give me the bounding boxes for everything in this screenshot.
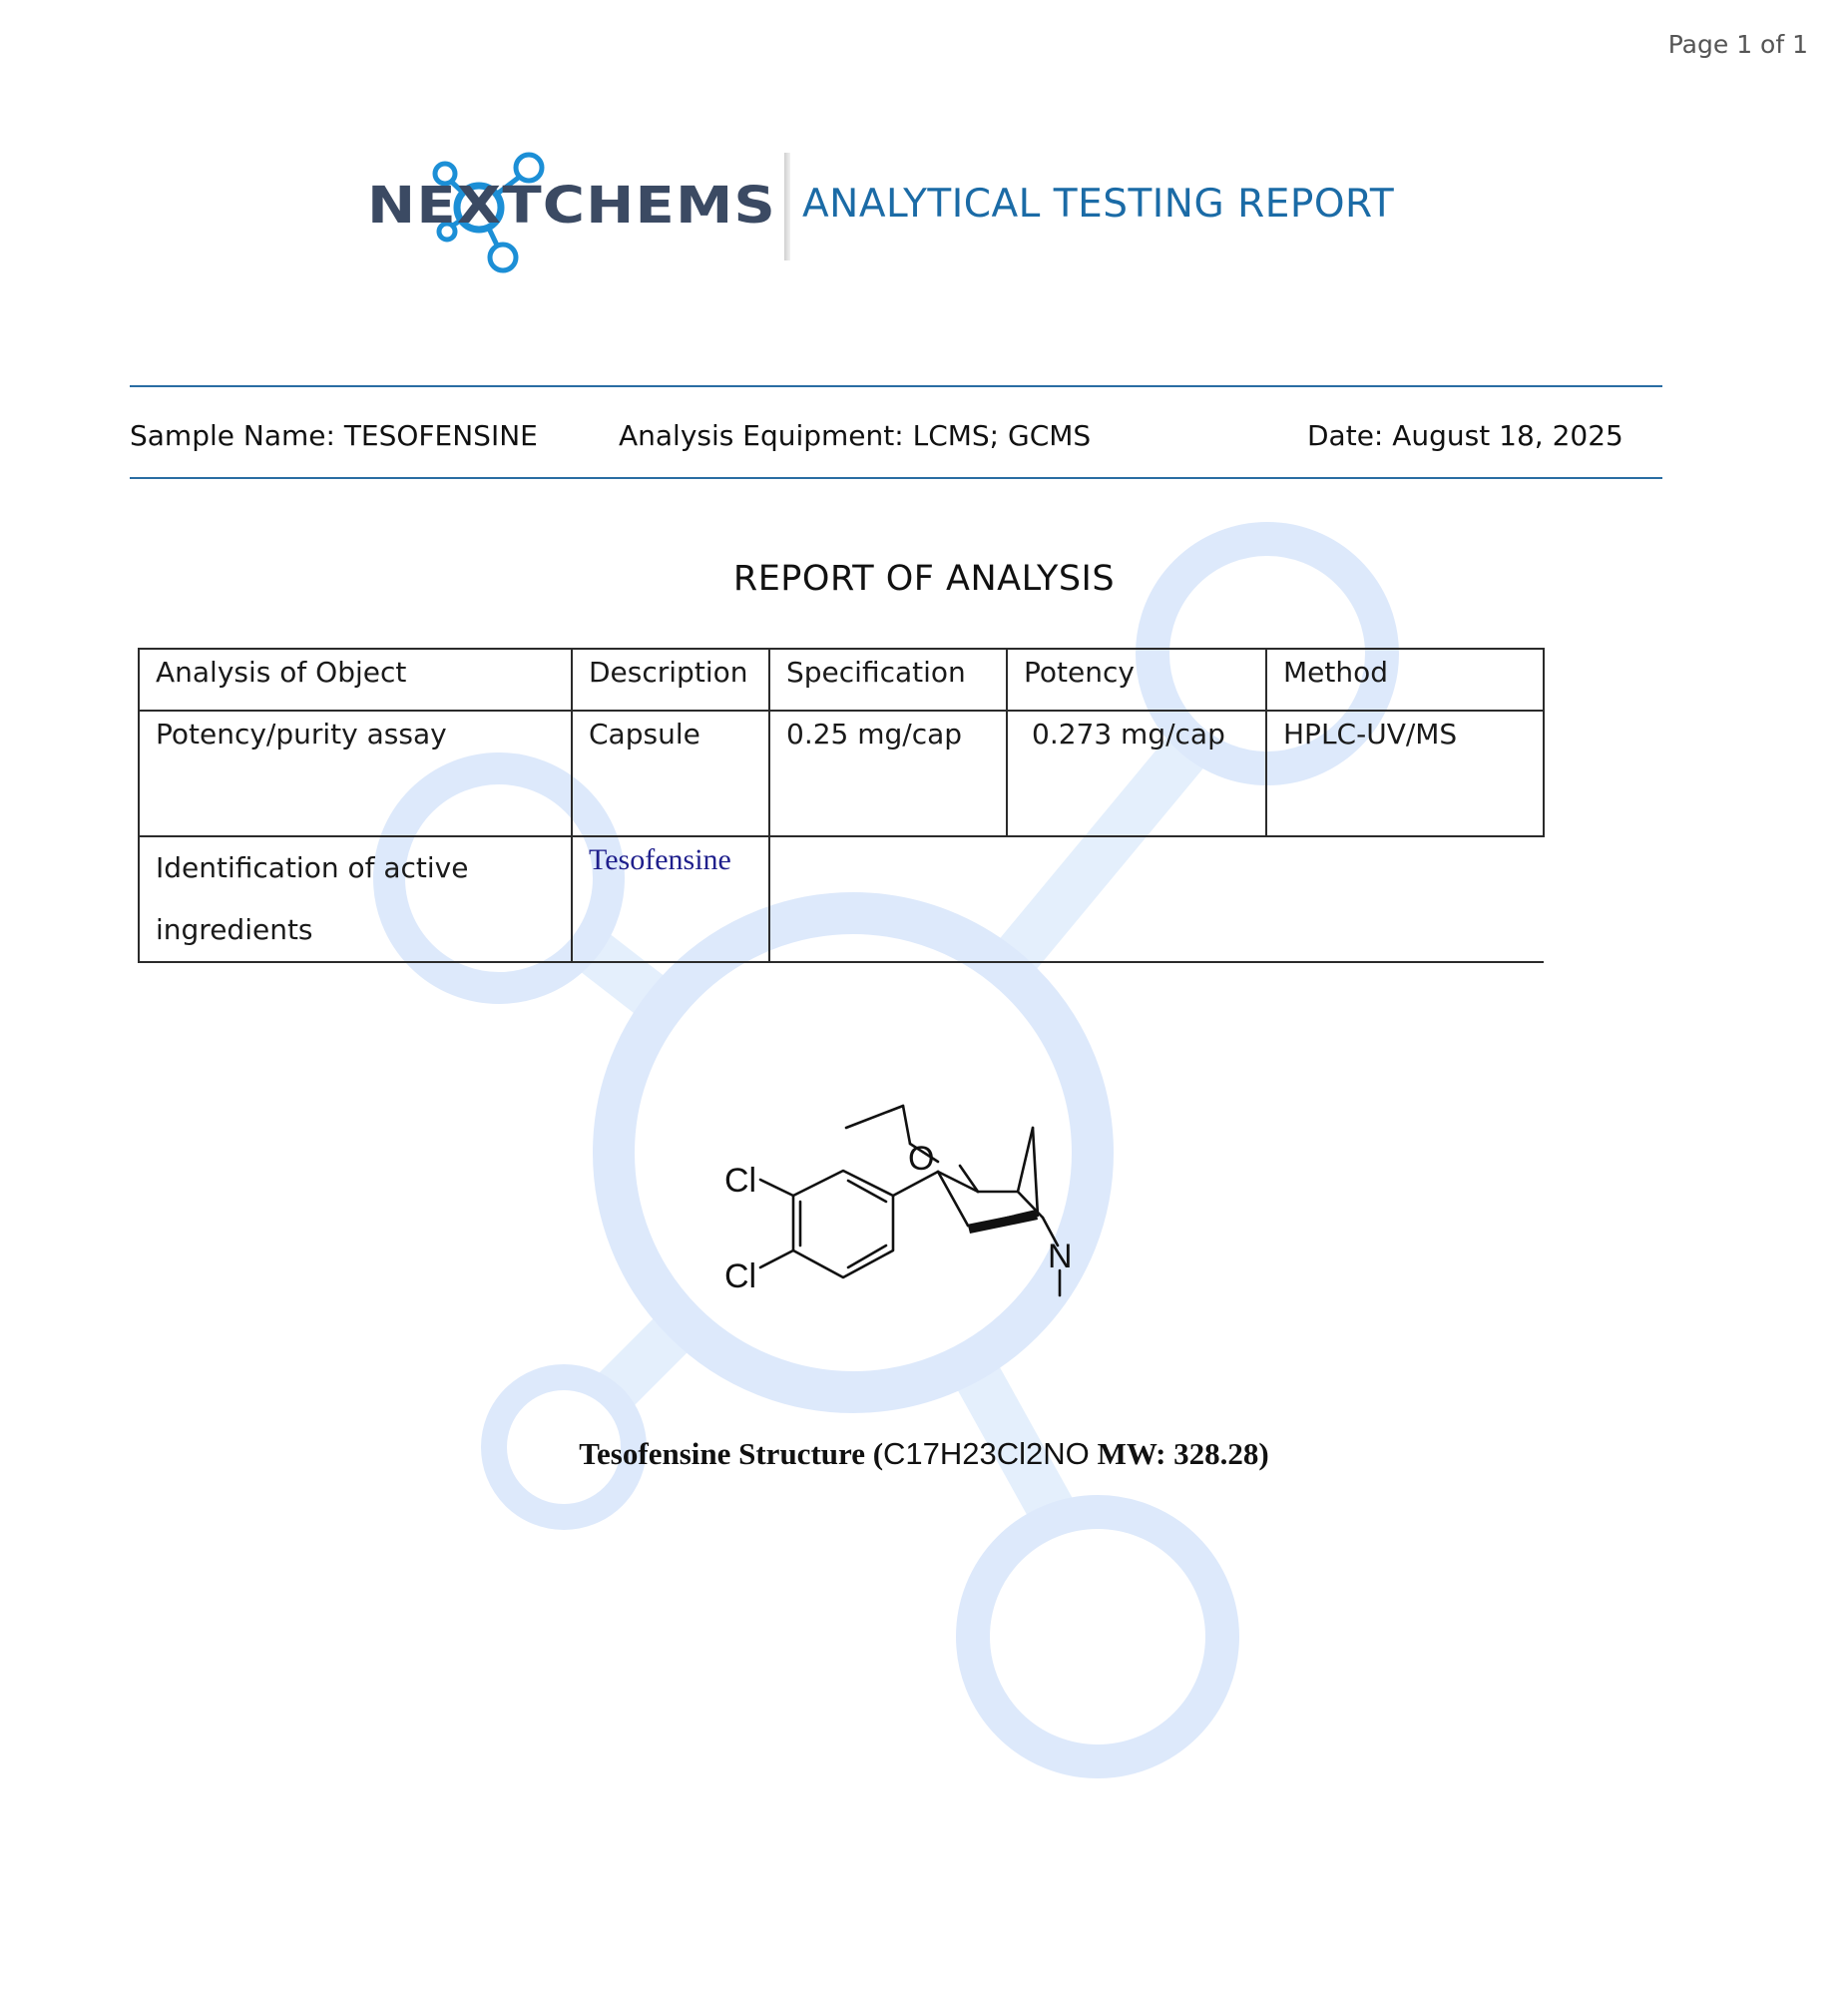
bottom-rule xyxy=(130,477,1662,479)
header-divider xyxy=(784,153,790,260)
molecular-formula: C17H23Cl2NO xyxy=(883,1436,1090,1471)
table-cell: Potency/purity assay xyxy=(139,711,572,836)
table-cell: Identification of active ingredients xyxy=(139,836,572,962)
atom-label-cl-top: Cl xyxy=(724,1162,757,1200)
column-header: Description xyxy=(572,649,769,711)
table-cell xyxy=(572,836,769,962)
table-header-row xyxy=(139,649,1544,711)
column-header: Method xyxy=(1266,649,1544,711)
report-title: ANALYTICAL TESTING REPORT xyxy=(802,182,1395,227)
report-header xyxy=(367,148,1465,277)
svg-text:NEXTCHEMS: NEXTCHEMS xyxy=(367,177,776,236)
caption-name: Tesofensine Structure ( xyxy=(579,1436,884,1471)
atom-label-nitrogen: N xyxy=(1048,1238,1073,1275)
column-header: Specification xyxy=(769,649,1007,711)
table-row xyxy=(139,711,1544,836)
table-row xyxy=(139,836,1544,962)
sample-info-bar xyxy=(130,409,1662,461)
atom-label-oxygen: O xyxy=(908,1140,935,1178)
analysis-equipment: Analysis Equipment: LCMS; GCMS xyxy=(619,419,1092,452)
column-header: Analysis of Object xyxy=(139,649,572,711)
nextchems-logo xyxy=(367,148,776,277)
sample-name: Sample Name: TESOFENSINE xyxy=(130,419,538,452)
column-header: Potency xyxy=(1007,649,1266,711)
tesofensine-structure-diagram xyxy=(698,1096,1118,1325)
molecular-weight: MW: 328.28) xyxy=(1089,1436,1269,1471)
table-cell: 0.25 mg/cap xyxy=(769,711,1007,836)
table-cell: 0.273 mg/cap xyxy=(1007,711,1266,836)
table-cell: HPLC-UV/MS xyxy=(1266,711,1544,836)
atom-label-cl-bottom: Cl xyxy=(724,1257,757,1295)
page-number: Page 1 of 1 xyxy=(1667,30,1808,59)
active-ingredient: Tesofensine xyxy=(589,843,731,876)
report-date: Date: August 18, 2025 xyxy=(1307,419,1623,452)
structure-caption xyxy=(0,1436,1848,1472)
section-title: REPORT OF ANALYSIS xyxy=(732,559,1116,599)
table-cell-empty xyxy=(769,836,1544,962)
top-rule xyxy=(130,385,1662,387)
table-cell: Capsule xyxy=(572,711,769,836)
analysis-table xyxy=(138,648,1545,963)
